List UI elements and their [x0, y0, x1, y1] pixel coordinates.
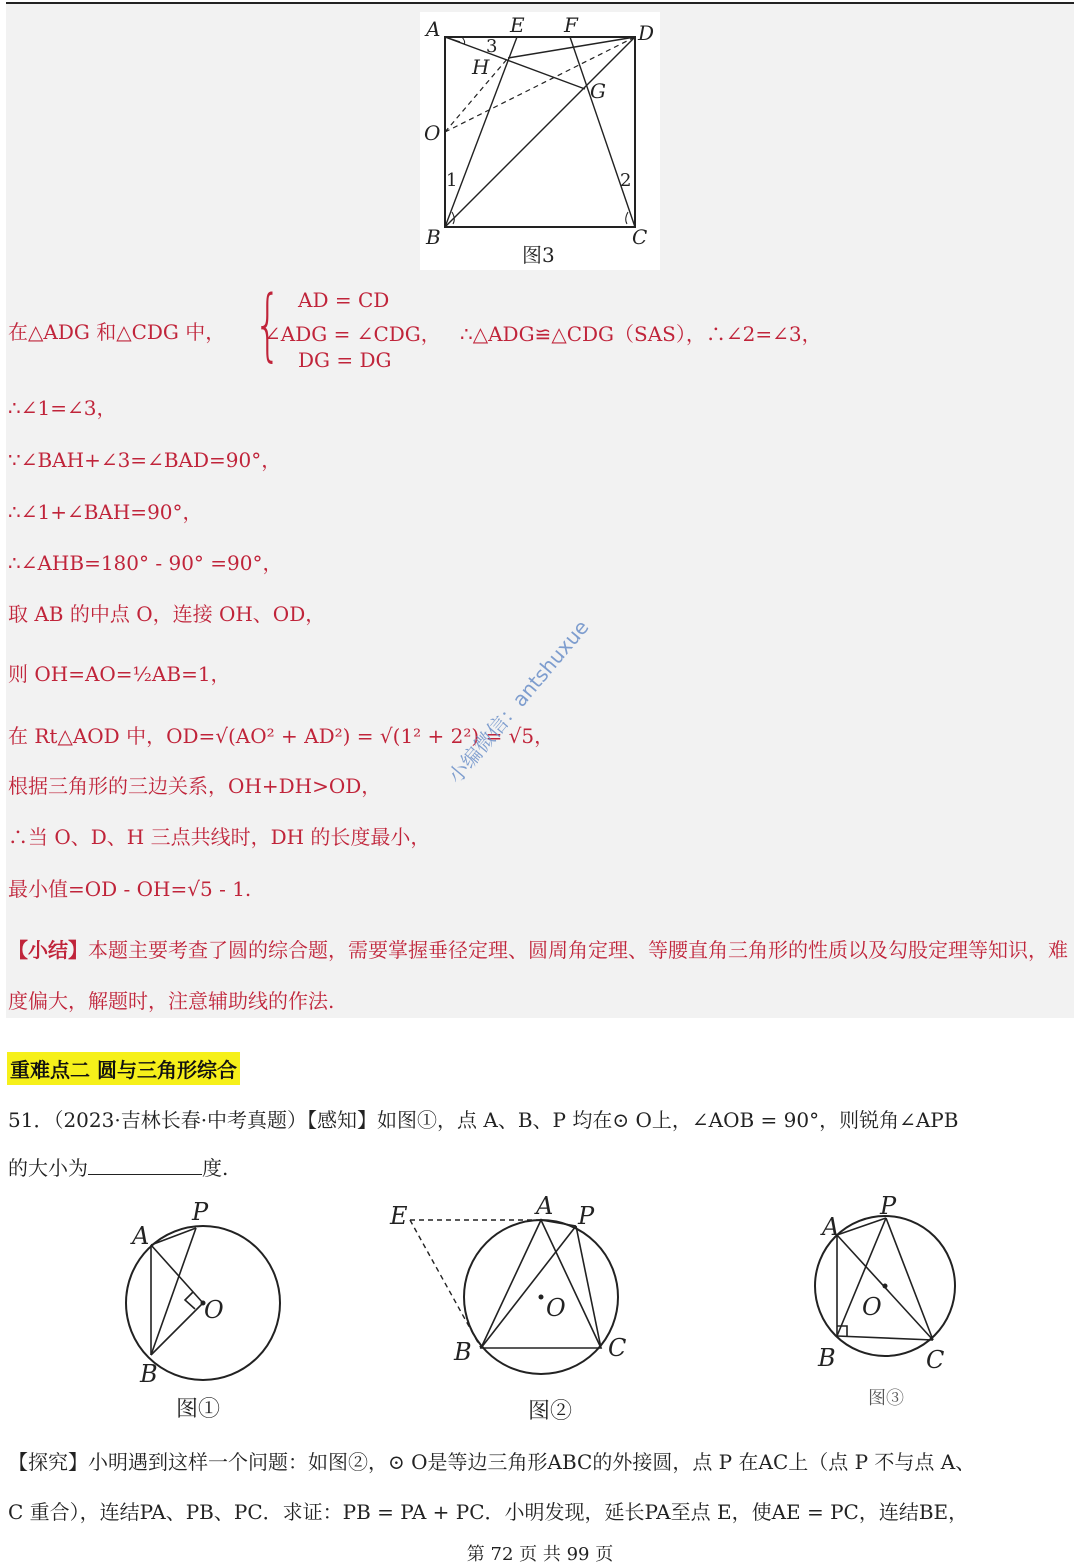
fig3b-label-p: P	[880, 1192, 897, 1220]
solution-line-2: ∵∠BAH+∠3=∠BAD=90°，	[8, 448, 282, 472]
fig3b-label-c: C	[926, 1346, 945, 1374]
fig1-caption: 图①	[176, 1397, 221, 1422]
solution-line-8: 根据三角形的三边关系，OH+DH>OD，	[8, 774, 382, 798]
fig2-label-c: C	[608, 1334, 627, 1362]
fig3-label-f: F	[564, 13, 578, 37]
brace-glyph: {	[254, 280, 282, 370]
summary-text: 本题主要考查了圆的综合题，需要掌握垂径定理、圆周角定理、等腰直角三角形的性质以及勾股定理等知识，难度偏大，解题时，注意辅助线的作法.	[8, 938, 1068, 1013]
fig3-label-a: A	[426, 17, 441, 41]
system-row-2: ∠ADG = ∠CDG，	[264, 322, 441, 346]
system-lead: 在△ADG 和△CDG 中，	[8, 320, 226, 344]
solution-line-1: ∴∠1=∠3，	[8, 396, 117, 420]
fig3b-label-o: O	[862, 1293, 882, 1321]
solution-line-10: 最小值=OD - OH=√5 - 1.	[8, 877, 252, 901]
system-tail: ∴△ADG≌△CDG（SAS），∴∠2=∠3，	[460, 322, 822, 346]
answer-blank[interactable]	[88, 1154, 202, 1175]
solution-line-7: 在 Rt△AOD 中，OD=√(AO² + AD²) = √(1² + 2²) = √5，	[8, 724, 555, 748]
section-heading: 重难点二 圆与三角形综合	[7, 1052, 240, 1085]
fig2-label-e: E	[390, 1202, 408, 1230]
fig3-angle-2: 2	[620, 170, 632, 191]
fig3-label-d: D	[638, 21, 655, 45]
fig3-angle-3: 3	[486, 36, 498, 57]
fig2-label-a: A	[536, 1192, 554, 1220]
fig3-angle-1: 1	[446, 170, 458, 191]
congruence-system	[8, 280, 908, 376]
fig3b-caption: 图③	[868, 1388, 904, 1409]
system-row-3: DG = DG	[298, 348, 392, 372]
watermark: 小编微信：antshuxue	[443, 615, 594, 788]
fig3b-label-a: A	[822, 1213, 840, 1241]
fig3-label-g: G	[590, 79, 606, 103]
fig1-label-a: A	[132, 1222, 150, 1250]
summary-block	[8, 925, 1068, 1027]
summary-label: 【小结】	[8, 938, 88, 962]
fig2-caption: 图②	[528, 1399, 573, 1424]
question-line-2-pre: 的大小为	[8, 1156, 88, 1180]
fig3-label-c: C	[632, 225, 648, 249]
question-line-2-post: 度.	[202, 1156, 229, 1180]
question-line-1: 51．（2023·吉林长春·中考真题）【感知】如图①，点 A、B、P 均在⊙ O上，∠AOB = 90°，则锐角∠APB	[8, 1108, 959, 1132]
fig1-label-p: P	[192, 1198, 209, 1226]
figures-diagram	[0, 1190, 1080, 1430]
figure-3	[420, 12, 660, 270]
fig1-label-o: O	[204, 1296, 224, 1324]
fig3-caption: 图3	[522, 243, 555, 267]
page-footer: 第 72 页 共 99 页	[466, 1544, 614, 1565]
fig3-label-e: E	[510, 13, 525, 37]
solution-line-3: ∴∠1+∠BAH=90°，	[8, 500, 203, 524]
figure-3-diagram	[420, 12, 660, 270]
fig2-label-o: O	[546, 1294, 566, 1322]
solution-line-9: ∴当 O、D、H 三点共线时，DH 的长度最小，	[8, 825, 431, 849]
fig3-label-h: H	[472, 55, 490, 79]
fig3-label-b: B	[426, 225, 441, 249]
fig1-label-b: B	[140, 1360, 158, 1388]
fig2-label-b: B	[454, 1338, 472, 1366]
fig3-label-o: O	[424, 121, 441, 145]
fig3b-label-b: B	[818, 1344, 836, 1372]
solution-line-4: ∴∠AHB=180° - 90° =90°，	[8, 551, 283, 575]
solution-line-6: 则 OH=AO=½AB=1，	[8, 662, 231, 686]
system-row-1: AD = CD	[298, 288, 390, 312]
question-figures	[0, 1190, 1080, 1430]
fig2-label-p: P	[578, 1202, 595, 1230]
question-line-2	[8, 1152, 228, 1181]
solution-line-5: 取 AB 的中点 O，连接 OH、OD，	[8, 602, 326, 626]
explore-line-2: C 重合），连结PA、PB、PC．求证：PB = PA + PC．小明发现，延长PA至点 E，使AE = PC，连结BE，	[8, 1500, 969, 1524]
explore-line-1: 【探究】小明遇到这样一个问题：如图②，⊙ O是等边三角形ABC的外接圆，点 P 在AC上（点 P 不与点 A、	[8, 1450, 976, 1474]
